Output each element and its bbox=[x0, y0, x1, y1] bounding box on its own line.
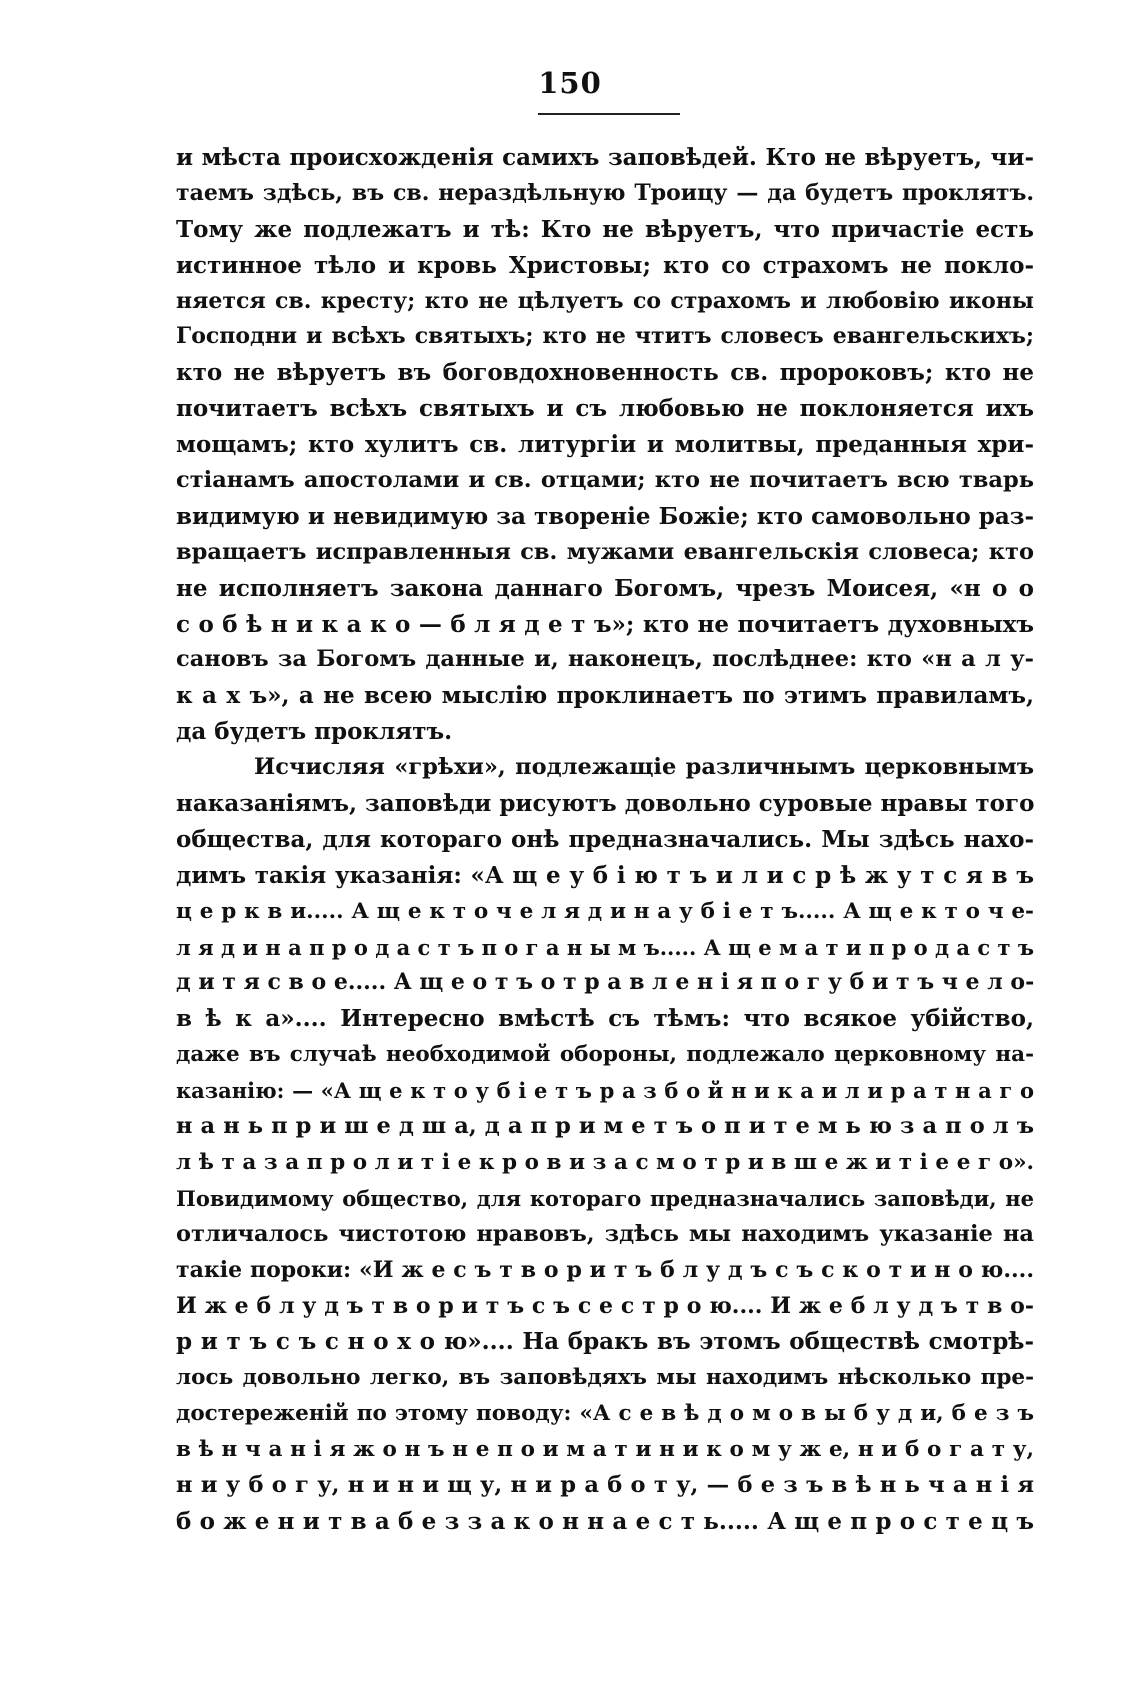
text-line: мощамъ; кто хулитъ св. литургіи и молитвы, преданныя хри- bbox=[176, 431, 1034, 459]
text-line: казанію: — «А щ е к т о у б і е т ъ р а з б о й н и к а и л и р а т н а г о bbox=[176, 1078, 1034, 1104]
text-line: д и т я с в о е..... А щ е о т ъ о т р а в л е н і я п о г у б и т ъ ч е л о- bbox=[176, 969, 1035, 996]
text-line: такіе пороки: «И ж е с ъ т в о р и т ъ б л у д ъ с ъ с к о т и н о ю.... bbox=[176, 1256, 1034, 1283]
text-line: почитаетъ всѣхъ святыхъ и съ любовью не поклоняется ихъ bbox=[176, 395, 1034, 423]
text-line: стіанамъ апостолами и св. отцами; кто не почитаетъ всю тварь bbox=[176, 467, 1034, 494]
text-line: наказаніямъ, заповѣди рисуютъ довольно суровые нравы того bbox=[176, 790, 1035, 818]
text-line: не исполняетъ закона даннаго Богомъ, чрезъ Моисея, «н о о bbox=[176, 574, 1034, 602]
text-line: няется св. кресту; кто не цѣлуетъ со страхомъ и любовію иконы bbox=[176, 287, 1034, 314]
text-line: Тому же подлежатъ и тѣ: Кто не вѣруетъ, что причастіе есть bbox=[176, 215, 1034, 243]
text-line: р и т ъ с ъ с н о х о ю».... На бракъ въ этомъ обществѣ смотрѣ- bbox=[176, 1328, 1034, 1356]
text-line: общества, для котораго онѣ предназначались. Мы здѣсь нахо- bbox=[176, 825, 1034, 853]
body-text bbox=[176, 140, 1034, 1540]
text-line: сановъ за Богомъ данные и, наконецъ, послѣднее: кто «н а л у- bbox=[176, 646, 1034, 673]
text-line: Повидимому общество, для котораго предназначались заповѣди, не bbox=[176, 1185, 1034, 1211]
text-line: л ѣ т а з а п р о л и т і е к р о в и з а с м о т р и в ш е ж и т і е е г о». bbox=[176, 1149, 1034, 1175]
text-line: истинное тѣло и кровь Христовы; кто со страхомъ не покло- bbox=[176, 251, 1034, 279]
text-line: л я д и н а п р о д а с т ъ п о г а н ы м ъ..... А щ е м а т и п р о д а с т ъ bbox=[176, 934, 1034, 960]
text-line-paragraph-start: Исчисляя «грѣхи», подлежащіе различнымъ церковнымъ bbox=[254, 754, 1034, 781]
text-line: вращаетъ исправленныя св. мужами евангельскія словеса; кто bbox=[176, 538, 1034, 565]
text-line: в ѣ к а».... Интересно вмѣстѣ съ тѣмъ: что всякое убійство, bbox=[176, 1005, 1034, 1033]
text-line: н а н ь п р и ш е д ш а, д а п р и м е т ъ о п и т е м ь ю з а п о л ъ bbox=[176, 1113, 1034, 1140]
text-line: и мѣста происхожденія самихъ заповѣдей. Кто не вѣруетъ, чи- bbox=[176, 144, 1034, 171]
text-line: И ж е б л у д ъ т в о р и т ъ с ъ с е с т р о ю.... И ж е б л у д ъ т в о- bbox=[176, 1292, 1034, 1319]
text-line: достереженій по этому поводу: «А с е в ѣ д о м о в ы б у д и, б е з ъ bbox=[176, 1401, 1034, 1427]
text-line: б о ж е н и т в а б е з з а к о н н а е с т ь..... А щ е п р о с т е ц ъ bbox=[176, 1507, 1034, 1535]
text-line: к а х ъ», а не всею мыслію проклинаетъ по этимъ правиламъ, bbox=[176, 682, 1034, 710]
page-number: 150 bbox=[538, 66, 602, 100]
text-line: лось довольно легко, въ заповѣдяхъ мы находимъ нѣсколько пре- bbox=[176, 1365, 1034, 1391]
text-line-paragraph-end: да будетъ проклятъ. bbox=[176, 718, 453, 746]
text-line: Господни и всѣхъ святыхъ; кто не чтитъ словесъ евангельскихъ; bbox=[176, 323, 1034, 350]
text-line: кто не вѣруетъ въ боговдохновенность св. пророковъ; кто не bbox=[176, 359, 1034, 387]
text-line: с о б ѣ н и к а к о — б л я д е т ъ»; кто не почитаетъ духовныхъ bbox=[176, 610, 1034, 638]
text-line: димъ такія указанія: «А щ е у б і ю т ъ и л и с р ѣ ж у т с я в ъ bbox=[176, 861, 1034, 889]
text-line: ц е р к в и..... А щ е к т о ч е л я д и н а у б і е т ъ..... А щ е к т о ч е- bbox=[176, 898, 1034, 924]
text-line: отличалось чистотою нравовъ, здѣсь мы находимъ указаніе на bbox=[176, 1220, 1034, 1247]
text-line: в ѣ н ч а н і я ж о н ъ н е п о и м а т и н и к о м у ж е, н и б о г а т у, bbox=[176, 1437, 1034, 1463]
header-rule bbox=[538, 113, 680, 115]
text-line: даже въ случаѣ необходимой обороны, подлежало церковному на- bbox=[176, 1042, 1034, 1068]
text-line: таемъ здѣсь, въ св. нераздѣльную Троицу — да будетъ проклятъ. bbox=[176, 179, 1034, 206]
text-line: н и у б о г у, н и н и щ у, н и р а б о т у, — б е з ъ в ѣ н ь ч а н і я bbox=[176, 1471, 1034, 1498]
text-line: видимую и невидимую за твореніе Божіе; кто самовольно раз- bbox=[176, 502, 1034, 530]
